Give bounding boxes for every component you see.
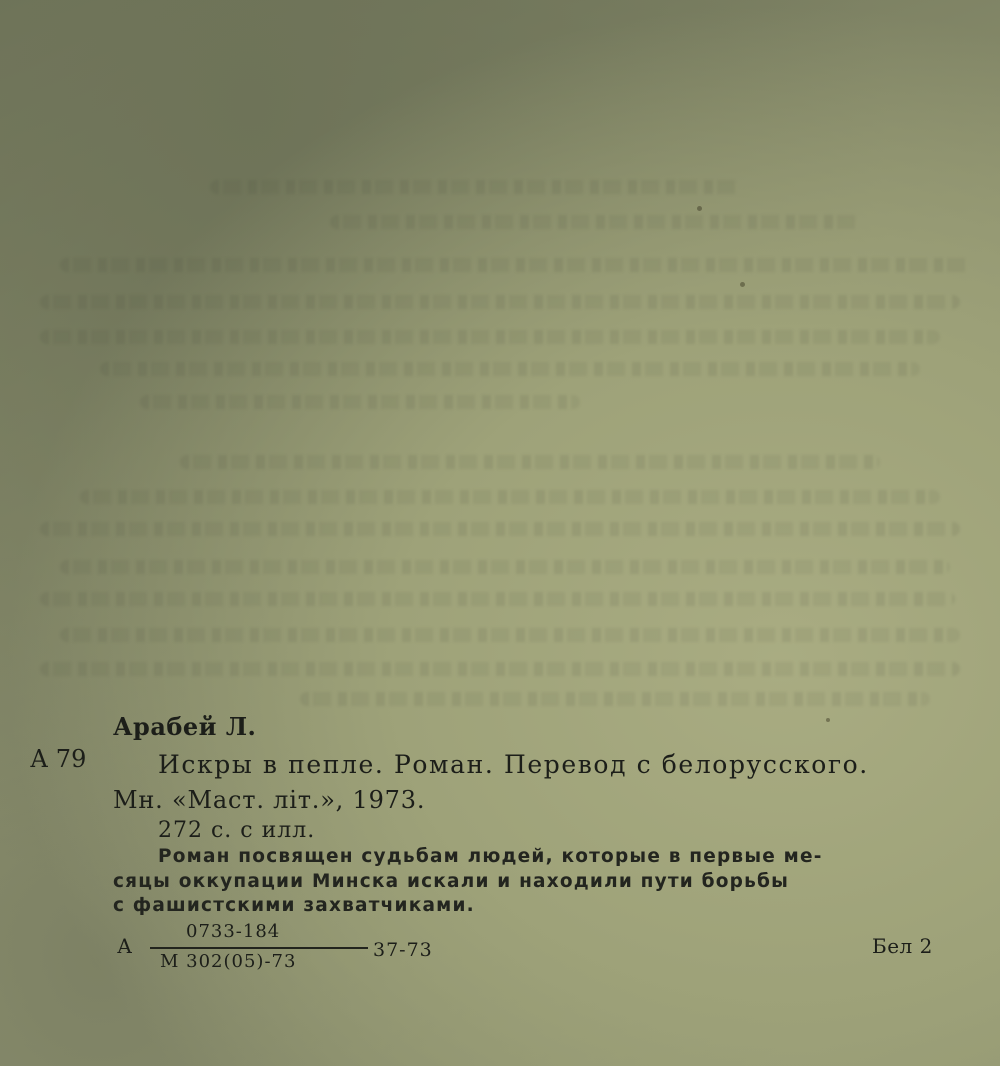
classification-code: Бел 2	[872, 934, 933, 958]
bbk-suffix: 37-73	[373, 939, 433, 961]
bbk-numerator: 0733-184	[186, 921, 281, 942]
author-name: Арабей Л.	[113, 712, 257, 741]
annotation-line: Роман посвящен судьбам людей, которые в первые ме-	[158, 846, 823, 867]
book-title-line: Искры в пепле. Роман. Перевод с белорусского.	[158, 750, 869, 779]
bbk-denominator: М 302(05)-73	[160, 951, 297, 972]
page-count: 272 с. с илл.	[158, 818, 316, 843]
annotation-line: сяцы оккупации Минска искали и находили пути борьбы	[113, 871, 790, 892]
publisher-imprint: Мн. «Маст. літ.», 1973.	[113, 786, 426, 814]
author-sign-code: А 79	[30, 745, 87, 773]
fraction-bar	[150, 947, 368, 949]
bbk-letter: А	[117, 934, 133, 958]
annotation-line: с фашистскими захватчиками.	[113, 895, 475, 916]
